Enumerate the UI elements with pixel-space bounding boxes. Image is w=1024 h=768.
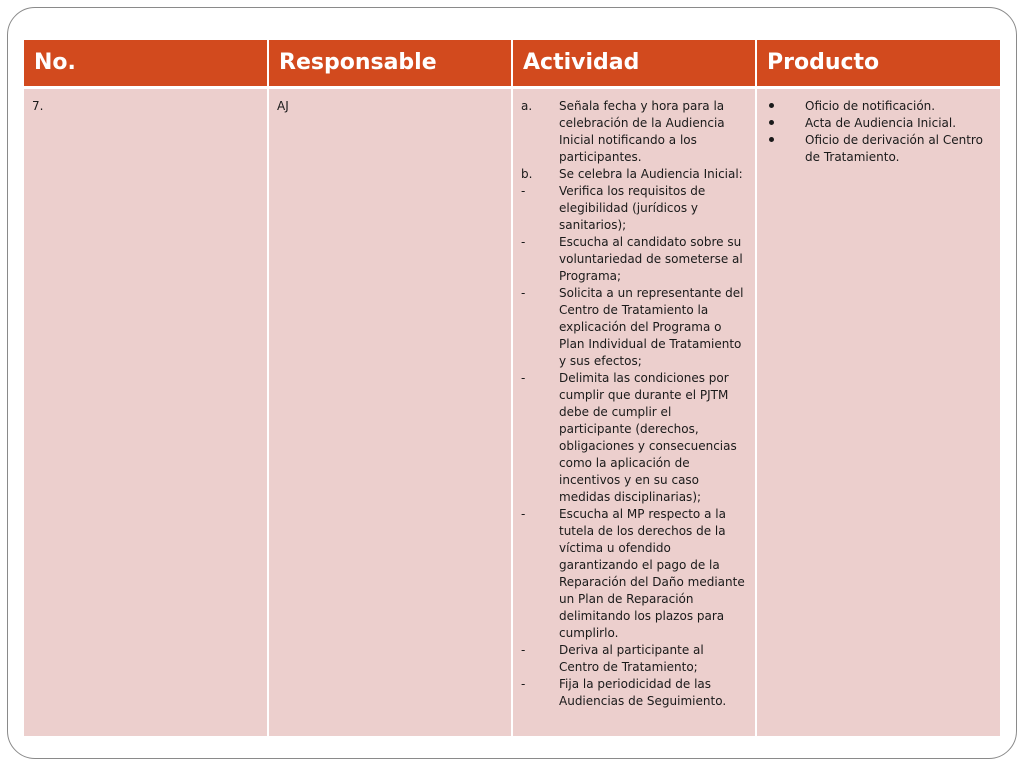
list-item xyxy=(521,642,747,676)
list-item xyxy=(521,98,747,166)
table-header xyxy=(24,40,1000,87)
list-item xyxy=(521,285,747,370)
activity-marker: b. xyxy=(521,166,533,181)
list-item xyxy=(521,166,747,183)
activity-list xyxy=(521,98,747,710)
cell-producto xyxy=(756,87,1000,736)
product-text: Oficio de derivación al Centro de Tratamiento. xyxy=(805,132,983,164)
header-producto: Producto xyxy=(756,40,1000,87)
product-text: Oficio de notificación. xyxy=(805,98,936,113)
header-responsable: Responsable xyxy=(268,40,512,87)
activity-marker: - xyxy=(521,183,526,198)
product-list xyxy=(765,98,992,166)
activity-text: Escucha al MP respecto a la tutela de los derechos de la víctima u ofendido garantizando el pago de la Reparación del Daño mediante un Plan de Reparación delimitando los plazos para cumplirlo. xyxy=(559,506,745,640)
product-text: Acta de Audiencia Inicial. xyxy=(805,115,957,130)
activity-text: Escucha al candidato sobre su voluntariedad de someterse al Programa; xyxy=(559,234,743,283)
list-item xyxy=(521,234,747,285)
list-item xyxy=(521,183,747,234)
cell-responsable xyxy=(268,87,512,736)
cell-number xyxy=(24,87,268,736)
activity-text: Se celebra la Audiencia Inicial: xyxy=(559,166,743,181)
activity-text: Solicita a un representante del Centro de Tratamiento la explicación del Programa o Plan Individual de Tratamiento y sus efectos; xyxy=(559,285,744,368)
cell-actividad xyxy=(512,87,756,736)
activity-text: Señala fecha y hora para la celebración de la Audiencia Inicial notificando a los participantes. xyxy=(559,98,725,164)
header-actividad: Actividad xyxy=(512,40,756,87)
activity-marker: - xyxy=(521,642,526,657)
activity-marker: - xyxy=(521,285,526,300)
header-no: No. xyxy=(24,40,268,87)
activity-text: Verifica los requisitos de elegibilidad (jurídicos y sanitarios); xyxy=(559,183,706,232)
activity-text: Fija la periodicidad de las Audiencias de Seguimiento. xyxy=(559,676,727,708)
activity-text: Deriva al participante al Centro de Tratamiento; xyxy=(559,642,704,674)
list-item xyxy=(521,676,747,710)
table-row xyxy=(24,87,1000,736)
responsable-value: AJ xyxy=(277,98,289,113)
list-item xyxy=(765,132,992,166)
list-item xyxy=(521,506,747,642)
activities-table-container xyxy=(24,40,1000,736)
list-item xyxy=(521,370,747,506)
header-row xyxy=(24,40,1000,87)
activity-marker: - xyxy=(521,234,526,249)
bullet-dot-icon xyxy=(765,132,805,149)
activity-text: Delimita las condiciones por cumplir que durante el PJTM debe de cumplir el participante (derechos, obligaciones y consecuencias como la aplicación de incentivos y en su caso medidas disciplinarias); xyxy=(559,370,737,504)
list-item xyxy=(765,98,992,115)
list-item xyxy=(765,115,992,132)
activities-table xyxy=(24,40,1000,736)
table-body xyxy=(24,87,1000,736)
activity-marker: - xyxy=(521,506,526,521)
row-number: 7. xyxy=(32,98,44,113)
activity-marker: a. xyxy=(521,98,533,113)
activity-marker: - xyxy=(521,370,526,385)
bullet-dot-icon xyxy=(765,115,805,132)
activity-marker: - xyxy=(521,676,526,691)
bullet-dot-icon xyxy=(765,98,805,115)
